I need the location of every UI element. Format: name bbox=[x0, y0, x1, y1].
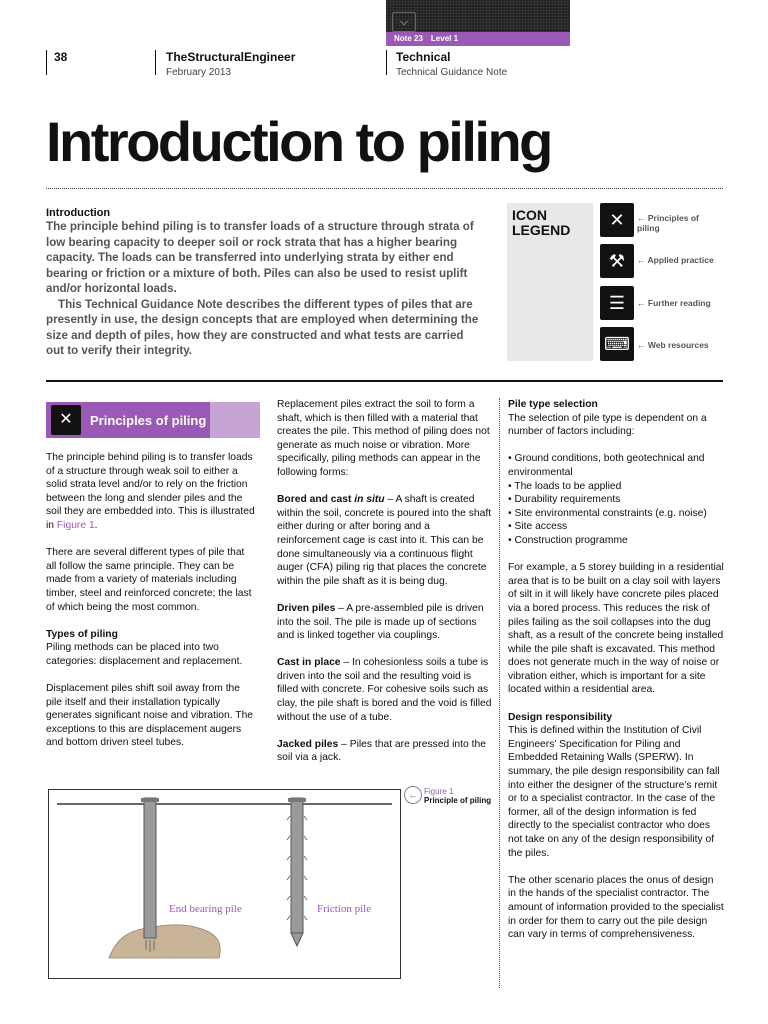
column-3 bbox=[508, 398, 724, 955]
legend-title: LEGEND bbox=[512, 222, 571, 238]
paragraph: There are several different types of pile that all follow the same principle. They can be made from a variety of materials including timber, steel and reinforced concrete; the last of which being the most common. bbox=[46, 547, 252, 613]
note-number: Note 23 bbox=[394, 34, 423, 43]
bullet-list bbox=[508, 452, 724, 547]
column-1 bbox=[46, 451, 256, 764]
pile-cap bbox=[288, 798, 306, 802]
paragraph: Jacked piles – Piles that are pressed into the soil via a jack. bbox=[277, 738, 486, 764]
paragraph: This is defined within the Institution of Civil Engineers’ Specification for Piling and Embedded Retaining Walls (SPERW). In summary, the pile design responsibility can fall into either the designer of the structure’s remit or to a specialist contractor. In the case of the former, all of the design information is fed directly to the specialist contractor who does not take on any of the design responsibility of the piles. bbox=[508, 725, 720, 859]
list-item: • Durability requirements bbox=[508, 494, 621, 506]
list-item: • Ground conditions, both geotechnical and environmental bbox=[508, 453, 705, 478]
paragraph: Bored and cast in situ – A shaft is created within the soil, concrete is poured into the shaft either during or after boring and a reinforcement cage is cast into it. This can be done simultaneously via a continuous flight auger (CFA) piling rig that places the concrete within the pile shaft as it is being dug. bbox=[277, 494, 492, 587]
paragraph: The selection of pile type is dependent on a number of factors including: bbox=[508, 412, 707, 438]
magazine-name: TheStructuralEngineer bbox=[166, 50, 296, 64]
piling-diagram bbox=[49, 790, 400, 978]
figure-link[interactable]: Figure 1 bbox=[56, 519, 95, 531]
legend-label: ← Applied practice bbox=[637, 255, 714, 265]
note-tab bbox=[386, 0, 570, 46]
page-number: 38 bbox=[54, 50, 68, 64]
books-icon: ☰ bbox=[600, 286, 634, 320]
figure-label: Figure 1 bbox=[424, 787, 454, 796]
friction-pile-tip bbox=[291, 933, 303, 946]
crossed-tools-icon: ✕ bbox=[51, 405, 81, 435]
list-item: • Site access bbox=[508, 521, 568, 533]
banner-title: Principles of piling bbox=[90, 413, 207, 428]
title-divider bbox=[46, 188, 723, 189]
pile-cap bbox=[141, 798, 159, 802]
end-bearing-label: End bearing pile bbox=[169, 903, 242, 915]
legend-title-box bbox=[507, 203, 593, 361]
paragraph: The principle behind piling is to transfer loads of a structure through weak soil to either a solid strata level and/or to rely on the friction between the long and slender piles and the soil they are embedded into. This is illustrated in Figure 1. bbox=[46, 452, 255, 531]
header-divider bbox=[155, 50, 156, 75]
legend-label: ← Further reading bbox=[637, 298, 711, 308]
section-rule bbox=[46, 380, 723, 382]
intro-heading: Introduction bbox=[46, 207, 111, 219]
figure-caption bbox=[424, 787, 491, 805]
header-divider bbox=[386, 50, 387, 75]
list-item: • The loads to be applied bbox=[508, 480, 622, 492]
banner-accent bbox=[210, 402, 260, 438]
paragraph: Cast in place – In cohesionless soils a tube is driven into the soil and the resulting void is filled with concrete. For cohesive soils such as clay, the pile shaft is bored and the void is filled without the use of a tube. bbox=[277, 657, 492, 723]
legend-label: ← Principles of piling bbox=[637, 213, 699, 233]
bearing-stratum bbox=[109, 925, 220, 958]
chevron-down-icon[interactable]: ⌵ bbox=[392, 12, 416, 32]
subheading: Types of piling bbox=[46, 628, 118, 640]
end-bearing-pile bbox=[144, 798, 156, 938]
subheading: Design responsibility bbox=[508, 711, 613, 723]
intro-paragraph: This Technical Guidance Note describes the different types of piles that are presently in use, the design concepts that are employed when determining the size and depth of piles, how they are constructed and what tests are carried out to verify their integrity. bbox=[46, 297, 479, 357]
friction-pile bbox=[291, 798, 303, 933]
column-2 bbox=[277, 398, 492, 779]
subheading: Pile type selection bbox=[508, 399, 598, 410]
paragraph: Displacement piles shift soil away from the pile itself and their installation typically generates significant noise and vibration. The exceptions to this are displacement augers and bottom driven steel tubes. bbox=[46, 683, 254, 749]
crossed-tools-icon: ✕ bbox=[600, 203, 634, 237]
paragraph: The other scenario places the onus of design in the hands of the specialist contractor. The amount of information provided to the specialist in order for them to carry out the pile design can vary in terms of comprehensiveness. bbox=[508, 874, 724, 941]
note-level: Level 1 bbox=[430, 34, 459, 43]
section-name: Technical bbox=[396, 50, 451, 64]
friction-label: Friction pile bbox=[317, 903, 372, 915]
legend-title: ICON bbox=[512, 207, 547, 223]
figure-title: Principle of piling bbox=[424, 796, 492, 805]
header-divider bbox=[46, 50, 47, 75]
paragraph: Piling methods can be placed into two categories: displacement and replacement. bbox=[46, 642, 243, 667]
page-title: Introduction to piling bbox=[46, 110, 551, 173]
wrench-screwdriver-icon: ⚒ bbox=[600, 244, 634, 278]
computer-icon: ⌨ bbox=[600, 327, 634, 361]
section-subtitle: Technical Guidance Note bbox=[396, 67, 508, 78]
section-banner bbox=[46, 402, 260, 438]
arrow-left-icon: ← bbox=[404, 786, 422, 804]
paragraph: Replacement piles extract the soil to form a shaft, which is then filled with a material that creates the pile. This method of piling does not generate as much noise or vibration. More specifically, piling methods can appear in the following forms: bbox=[277, 399, 490, 478]
icon-legend bbox=[507, 203, 723, 361]
paragraph: For example, a 5 storey building in a residential area that is to be built on a clay soil with layers of silt in it will likely have concrete piles placed via a bored process. This reduces the risk of piles failing as the soil collapses into the dug shaft, as a result of the concrete being installed while the pile shaft is excavated. This method does not generate much in the way of noise or vibration either, which is important for a site located within a residential area. bbox=[508, 562, 724, 696]
figure-1 bbox=[48, 789, 401, 979]
list-item: • Site environmental constraints (e.g. noise) bbox=[508, 507, 707, 519]
introduction bbox=[46, 207, 484, 359]
legend-label: ← Web resources bbox=[637, 340, 709, 350]
column-divider bbox=[499, 398, 500, 988]
list-item: • Construction programme bbox=[508, 534, 628, 546]
issue-date: February 2013 bbox=[166, 67, 232, 78]
paragraph: Driven piles – A pre-assembled pile is driven into the soil. The pile is made up of sections and is linked together via couplings. bbox=[277, 602, 484, 642]
intro-paragraph: The principle behind piling is to transfer loads of a structure through strata of low bearing capacity to deeper soil or rock strata that has a higher bearing capacity. The loads can be transferred into underlying strata by either end bearing or friction or a mixture of both. Piles can also be used to resist uplift and/or horizontal loads. bbox=[46, 220, 474, 295]
